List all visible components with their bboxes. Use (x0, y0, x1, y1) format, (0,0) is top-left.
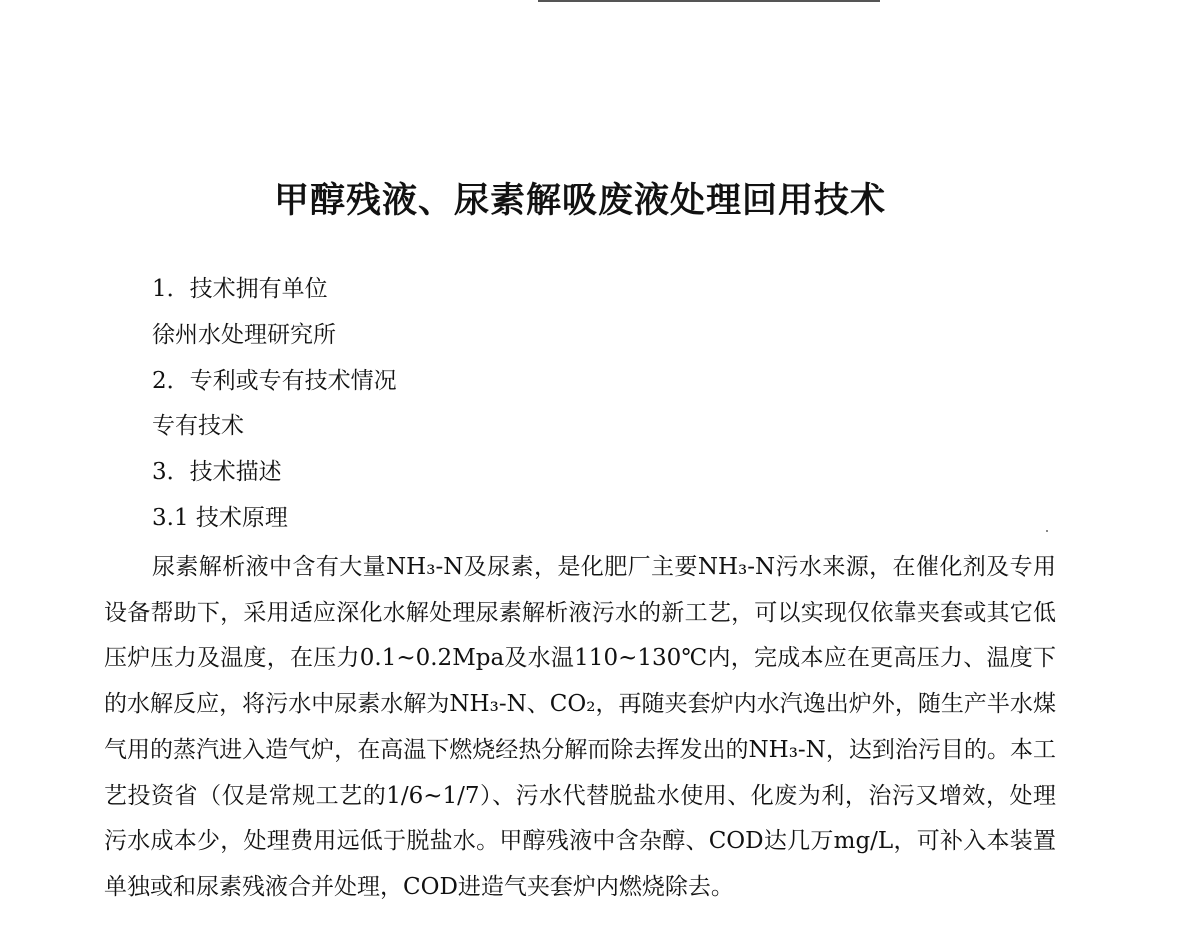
document-title: 甲醇残液、尿素解吸废液处理回用技术 (273, 181, 886, 221)
section-heading-patent: 2．专利或专有技术情况 (152, 368, 397, 394)
subsection-heading-principle: 3.1 技术原理 (152, 505, 288, 531)
section-heading-description: 3．技术描述 (152, 459, 282, 485)
header-rule (538, 0, 880, 2)
scan-speck (1046, 530, 1048, 532)
principle-paragraph: 尿素解析液中含有大量NH₃-N及尿素，是化肥厂主要NH₃-N污水来源，在催化剂及专用设备帮助下，采用适应深化水解处理尿素解析液污水的新工艺，可以实现仅依靠夹套或其它低压炉压力及温度，在压力0.1~0.2Mpa及水温110~130℃内，完成本应在更高压力、温度下的水解反应，将污水中尿素水解为NH₃-N、CO₂，再随夹套炉内水汽逸出炉外，随生产半水煤气用的蒸汽进入造气炉，在高温下燃烧经热分解而除去挥发出的NH₃-N，达到治污目的。本工艺投资省（仅是常规工艺的1/6~1/7）、污水代替脱盐水使用、化废为利，治污又增效，处理污水成本少，处理费用远低于脱盐水。甲醇残液中含杂醇、COD达几万mg/L，可补入本装置单独或和尿素残液合并处理，COD进造气夹套炉内燃烧除去。 (104, 554, 1056, 900)
owner-name: 徐州水处理研究所 (152, 322, 336, 348)
patent-status: 专有技术 (152, 413, 244, 439)
section-heading-owner: 1．技术拥有单位 (152, 276, 328, 302)
